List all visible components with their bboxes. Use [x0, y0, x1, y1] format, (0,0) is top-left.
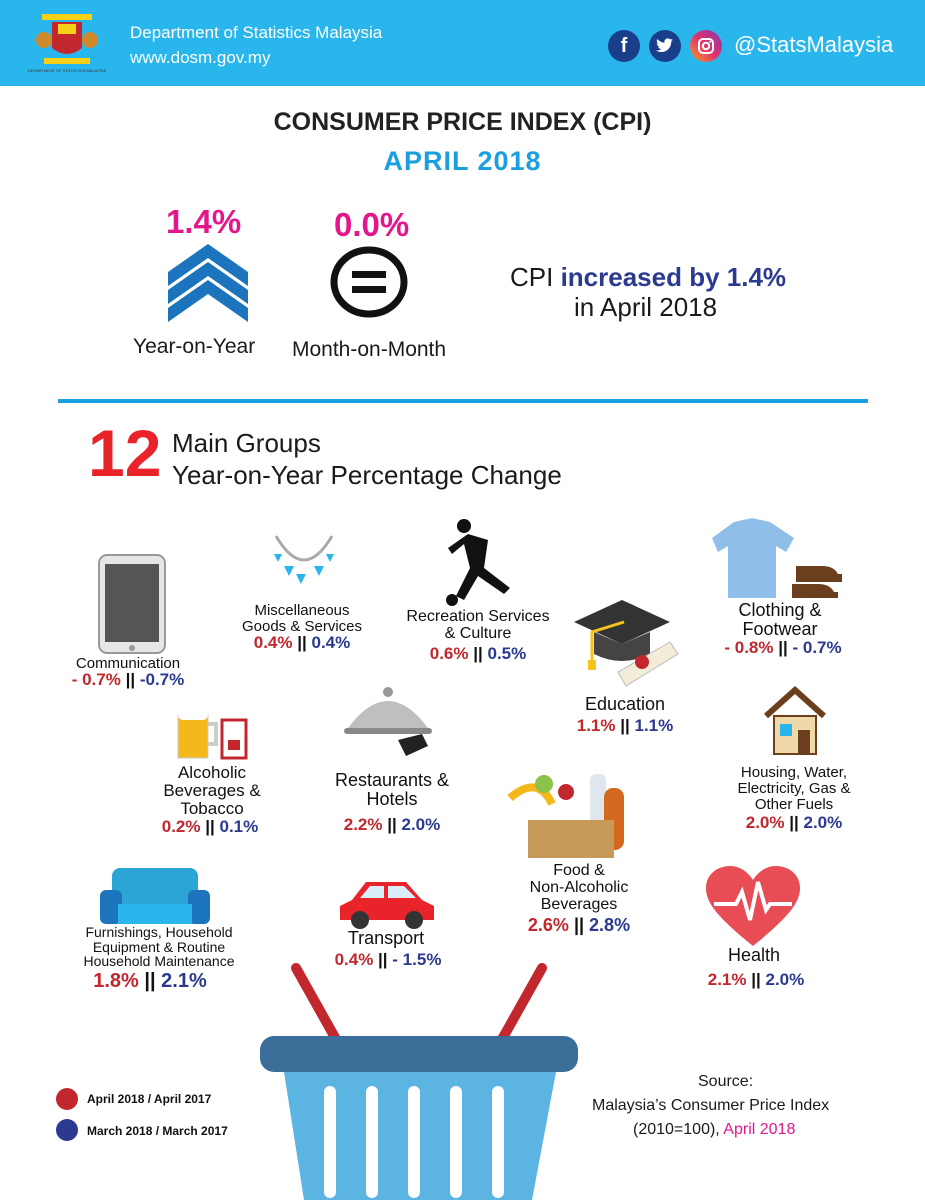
cpi-summary-line2: in April 2018 [574, 292, 718, 322]
group-values-misc [232, 633, 372, 653]
svg-text:DEPARTMENT OF STATISTICS MALAY: DEPARTMENT OF STATISTICS MALAYSIA [27, 68, 107, 73]
group-name-line: Beverages & [163, 780, 261, 800]
group-name-line: Electricity, Gas & [737, 779, 851, 797]
group-name-line: Tobacco [180, 798, 244, 818]
coat-of-arms-logo [27, 10, 107, 76]
group-name-recreation [390, 609, 566, 643]
group-values-restaurants [320, 815, 464, 835]
instagram-icon[interactable] [690, 30, 722, 62]
value-separator: || [573, 915, 585, 935]
group-values-recreation [400, 644, 556, 664]
group-name-line: Footwear [742, 618, 818, 639]
value-apr: 0.4% [253, 633, 293, 652]
group-name-transport: Transport [347, 928, 425, 948]
cpi-summary-line1 [510, 262, 786, 293]
group-name-housing [726, 765, 862, 812]
group-name-line: Beverages [540, 895, 618, 913]
legend-dot-march [56, 1119, 78, 1141]
group-name-alcohol [146, 764, 278, 818]
value-mar: 2.0% [765, 970, 805, 989]
graduation-cap-icon [572, 598, 680, 698]
group-values-alcohol [140, 817, 280, 837]
group-name-line: Recreation Services [406, 608, 550, 625]
chevron-up-icon [168, 244, 248, 322]
value-mar: 2.0% [803, 813, 843, 832]
department-name: Department of Statistics Malaysia [130, 23, 383, 42]
social-handle[interactable]: @StatsMalaysia [734, 32, 894, 57]
house-icon [764, 686, 826, 756]
group-name-education: Education [584, 694, 666, 714]
group-values-furnishings [70, 970, 230, 993]
mom-value: 0.0% [334, 206, 410, 243]
value-separator: || [778, 638, 788, 657]
group-name-line: Miscellaneous [254, 602, 350, 619]
sofa-icon [98, 866, 212, 930]
value-apr: 2.2% [343, 815, 383, 834]
group-name-line: Food & [553, 862, 605, 879]
source-prefix: (2010=100), [633, 1121, 724, 1138]
value-mar: 2.0% [401, 815, 441, 834]
section-divider [58, 399, 868, 403]
source-line2 [633, 1121, 795, 1139]
legend-dot-april [56, 1088, 78, 1110]
group-name-line: Equipment & Routine [92, 938, 226, 955]
group-name-line: Clothing & [738, 600, 822, 620]
group-name-line: Household Maintenance [83, 953, 235, 970]
value-separator: || [751, 970, 761, 989]
value-separator: || [205, 817, 215, 836]
groups-count: 12 [88, 416, 162, 490]
group-name-line: Non-Alcoholic [529, 878, 629, 896]
group-values-food [506, 915, 652, 936]
group-name-restaurants [320, 771, 464, 809]
value-separator: || [473, 644, 483, 663]
food-cloche-icon [342, 684, 434, 758]
summary-prefix: CPI [510, 262, 561, 292]
shirt-and-shoes-icon [712, 518, 846, 598]
value-mar: - 1.5% [392, 950, 442, 969]
tablet-icon [98, 554, 166, 654]
group-values-clothing [702, 638, 864, 658]
group-name-line: Other Fuels [754, 795, 834, 813]
group-values-communication [50, 670, 206, 690]
value-mar: 2.8% [589, 915, 631, 935]
value-mar: -0.7% [139, 670, 185, 689]
value-separator: || [378, 950, 388, 969]
yoy-value: 1.4% [166, 203, 242, 240]
source-line1: Malaysia’s Consumer Price Index [592, 1097, 830, 1114]
twitter-icon[interactable] [649, 30, 681, 62]
value-mar: 0.4% [311, 633, 351, 652]
website-link[interactable]: www.dosm.gov.my [130, 48, 271, 67]
value-separator: || [297, 633, 307, 652]
value-mar: 1.1% [634, 716, 674, 735]
legend-label-april: April 2018 / April 2017 [87, 1092, 212, 1106]
value-apr: 0.6% [429, 644, 469, 663]
value-mar: 0.1% [219, 817, 259, 836]
value-mar: 0.5% [487, 644, 527, 663]
group-name-line: Furnishings, Household [85, 924, 233, 940]
page-title: CONSUMER PRICE INDEX (CPI) [273, 108, 652, 136]
group-values-health [686, 970, 826, 990]
value-separator: || [144, 970, 156, 992]
mom-label: Month-on-Month [292, 338, 447, 361]
group-name-line: Alcoholic [177, 763, 247, 782]
value-apr: 1.1% [576, 716, 616, 735]
value-apr: 2.6% [527, 915, 569, 935]
groups-heading-line2: Year-on-Year Percentage Change [172, 460, 562, 490]
value-apr: 0.4% [334, 950, 374, 969]
facebook-icon[interactable]: f [608, 30, 640, 62]
group-values-education [554, 716, 696, 736]
group-name-furnishings [66, 925, 252, 969]
value-apr: - 0.7% [71, 670, 121, 689]
group-name-line: & Culture [444, 624, 512, 642]
value-separator: || [620, 716, 630, 735]
value-mar: 2.1% [161, 970, 207, 992]
group-name-communication: Communication [75, 655, 181, 672]
group-name-misc [232, 603, 372, 635]
groups-heading-line1: Main Groups [172, 428, 321, 458]
group-name-line: Housing, Water, [740, 764, 848, 781]
group-name-line: Restaurants & [334, 770, 450, 790]
value-separator: || [789, 813, 799, 832]
shopping-basket-icon [256, 964, 590, 1200]
value-apr: 2.1% [707, 970, 747, 989]
football-player-icon [444, 518, 518, 606]
value-apr: 1.8% [93, 970, 139, 992]
value-separator: || [125, 670, 136, 689]
car-icon [336, 876, 438, 930]
equals-icon [330, 247, 408, 317]
value-separator: || [387, 815, 397, 834]
group-name-line: Goods & Services [241, 617, 363, 635]
source-highlight: April 2018 [723, 1121, 796, 1138]
page-subtitle: APRIL 2018 [383, 146, 542, 176]
group-name-health: Health [727, 945, 781, 965]
necklace-icon [270, 534, 338, 592]
source-heading: Source: [698, 1073, 754, 1090]
value-apr: 2.0% [745, 813, 785, 832]
group-values-housing [724, 813, 864, 833]
group-name-clothing [716, 601, 844, 639]
group-name-food [508, 863, 650, 913]
groceries-icon [508, 764, 640, 860]
value-apr: 0.2% [161, 817, 201, 836]
summary-highlight: increased by 1.4% [560, 262, 787, 292]
beer-and-cigarettes-icon [176, 708, 248, 760]
value-mar: - 0.7% [792, 638, 842, 657]
heart-heartbeat-icon [706, 866, 800, 948]
group-name-line: Hotels [366, 788, 418, 809]
legend-label-march: March 2018 / March 2017 [87, 1124, 228, 1138]
yoy-label: Year-on-Year [133, 335, 256, 358]
group-values-transport [314, 950, 462, 970]
value-apr: - 0.8% [724, 638, 774, 657]
